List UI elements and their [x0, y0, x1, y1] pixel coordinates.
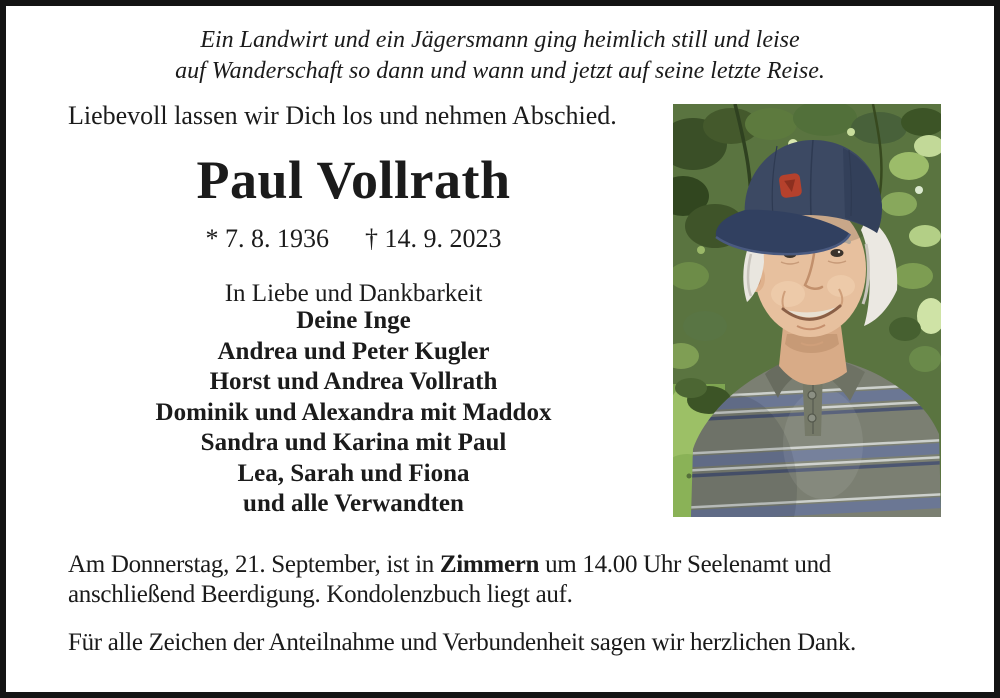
funeral-line-1 [68, 550, 953, 580]
mourner-line: Sandra und Karina mit Paul [200, 429, 507, 456]
funeral-info [68, 550, 953, 609]
thanks-line: Für alle Zeichen der Anteilnahme und Verbundenheit sagen wir herzlichen Dank. [68, 629, 856, 656]
mourner-line: Lea, Sarah und Fiona [237, 459, 470, 487]
funeral-text-post: um 14.00 Uhr Seelenamt und [539, 551, 832, 578]
death-date: † 14. 9. 2023 [365, 224, 502, 253]
mourner-line: Andrea und Peter Kugler [217, 337, 490, 365]
portrait-illustration [673, 104, 941, 517]
funeral-text-pre: Am Donnerstag, 21. September, ist in [68, 551, 440, 578]
mourner-line: Dominik und Alexandra mit Maddox [155, 398, 552, 426]
deceased-name: Paul Vollrath [196, 150, 511, 210]
mourner-line: und alle Verwandten [243, 490, 464, 517]
epitaph-line-1: Ein Landwirt und ein Jägersmann ging heimlich still und leise [200, 27, 800, 53]
birth-date: * 7. 8. 1936 [205, 224, 329, 253]
epitaph-line-2: auf Wanderschaft so dann und wann und jetzt auf seine letzte Reise. [175, 58, 825, 84]
funeral-line-2: anschließend Beerdigung. Kondolenzbuch liegt auf. [68, 580, 573, 608]
farewell-line: Liebevoll lassen wir Dich los und nehmen Abschied. [68, 101, 617, 130]
life-dates [56, 224, 651, 254]
mourner-line: Deine Inge [296, 307, 411, 334]
portrait-photo [673, 104, 941, 517]
mourners-intro: In Liebe und Dankbarkeit [224, 280, 483, 307]
mourners-list [56, 306, 651, 520]
funeral-place: Zimmern [439, 551, 540, 578]
epitaph-quote [6, 25, 994, 87]
mourner-line: Horst und Andrea Vollrath [209, 368, 498, 395]
